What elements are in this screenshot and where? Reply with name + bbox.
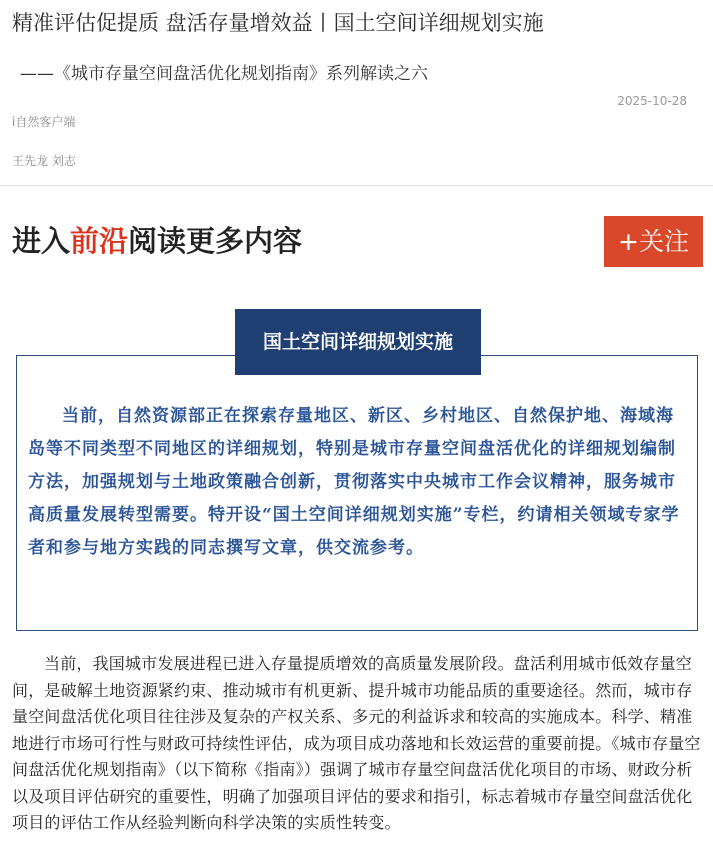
- article-title: 精准评估促提质 盘活存量增效益丨国土空间详细规划实施: [12, 11, 544, 35]
- banner-prefix: 进入: [12, 224, 71, 258]
- body-paragraph: 当前，我国城市发展进程已进入存量提质增效的高质量发展阶段。盘活利用城市低效存量空间，是破解土地资源紧约束、推动城市有机更新、提升城市功能品质的重要途径。然而，城市存量空间盘活优化项目往往涉及复杂的产权关系、多元的利益诉求和较高的实施成本。科学、精准地进行市场可行性与财政可持续性评估，成为项目成功落地和长效运营的重要前提。《城市存量空间盘活优化规划指南》（以下简称《指南》）强调了城市存量空间盘活优化项目的市场、财政分析以及项目评估研究的重要性，明确了加强项目评估的要求和指引，标志着城市存量空间盘活优化项目的评估工作从经验判断向科学决策的实质性转变。: [12, 654, 701, 832]
- publish-date: 2025-10-28: [617, 94, 687, 108]
- banner-highlight: 前沿: [70, 224, 129, 258]
- banner-suffix: 阅读更多内容: [128, 224, 303, 258]
- header-divider: [0, 185, 713, 186]
- column-tag: 国土空间详细规划实施: [235, 309, 481, 375]
- follow-banner-text: [12, 222, 302, 260]
- follow-button[interactable]: +关注: [604, 216, 703, 267]
- article-source[interactable]: i自然客户端: [12, 115, 76, 129]
- column-intro-text: 当前，自然资源部正在探索存量地区、新区、乡村地区、自然保护地、海域海岛等不同类型不同地区的详细规划，特别是城市存量空间盘活优化的详细规划编制方法，加强规划与土地政策融合创新，贯彻落实中央城市工作会议精神，服务城市高质量发展转型需要。特开设“国土空间详细规划实施”专栏，约请相关领域专家学者和参与地方实践的同志撰写文章，供交流参考。: [28, 406, 680, 558]
- article-subtitle: ——《城市存量空间盘活优化规划指南》系列解读之六: [20, 64, 428, 84]
- article-authors: 王先龙 刘志: [12, 154, 76, 168]
